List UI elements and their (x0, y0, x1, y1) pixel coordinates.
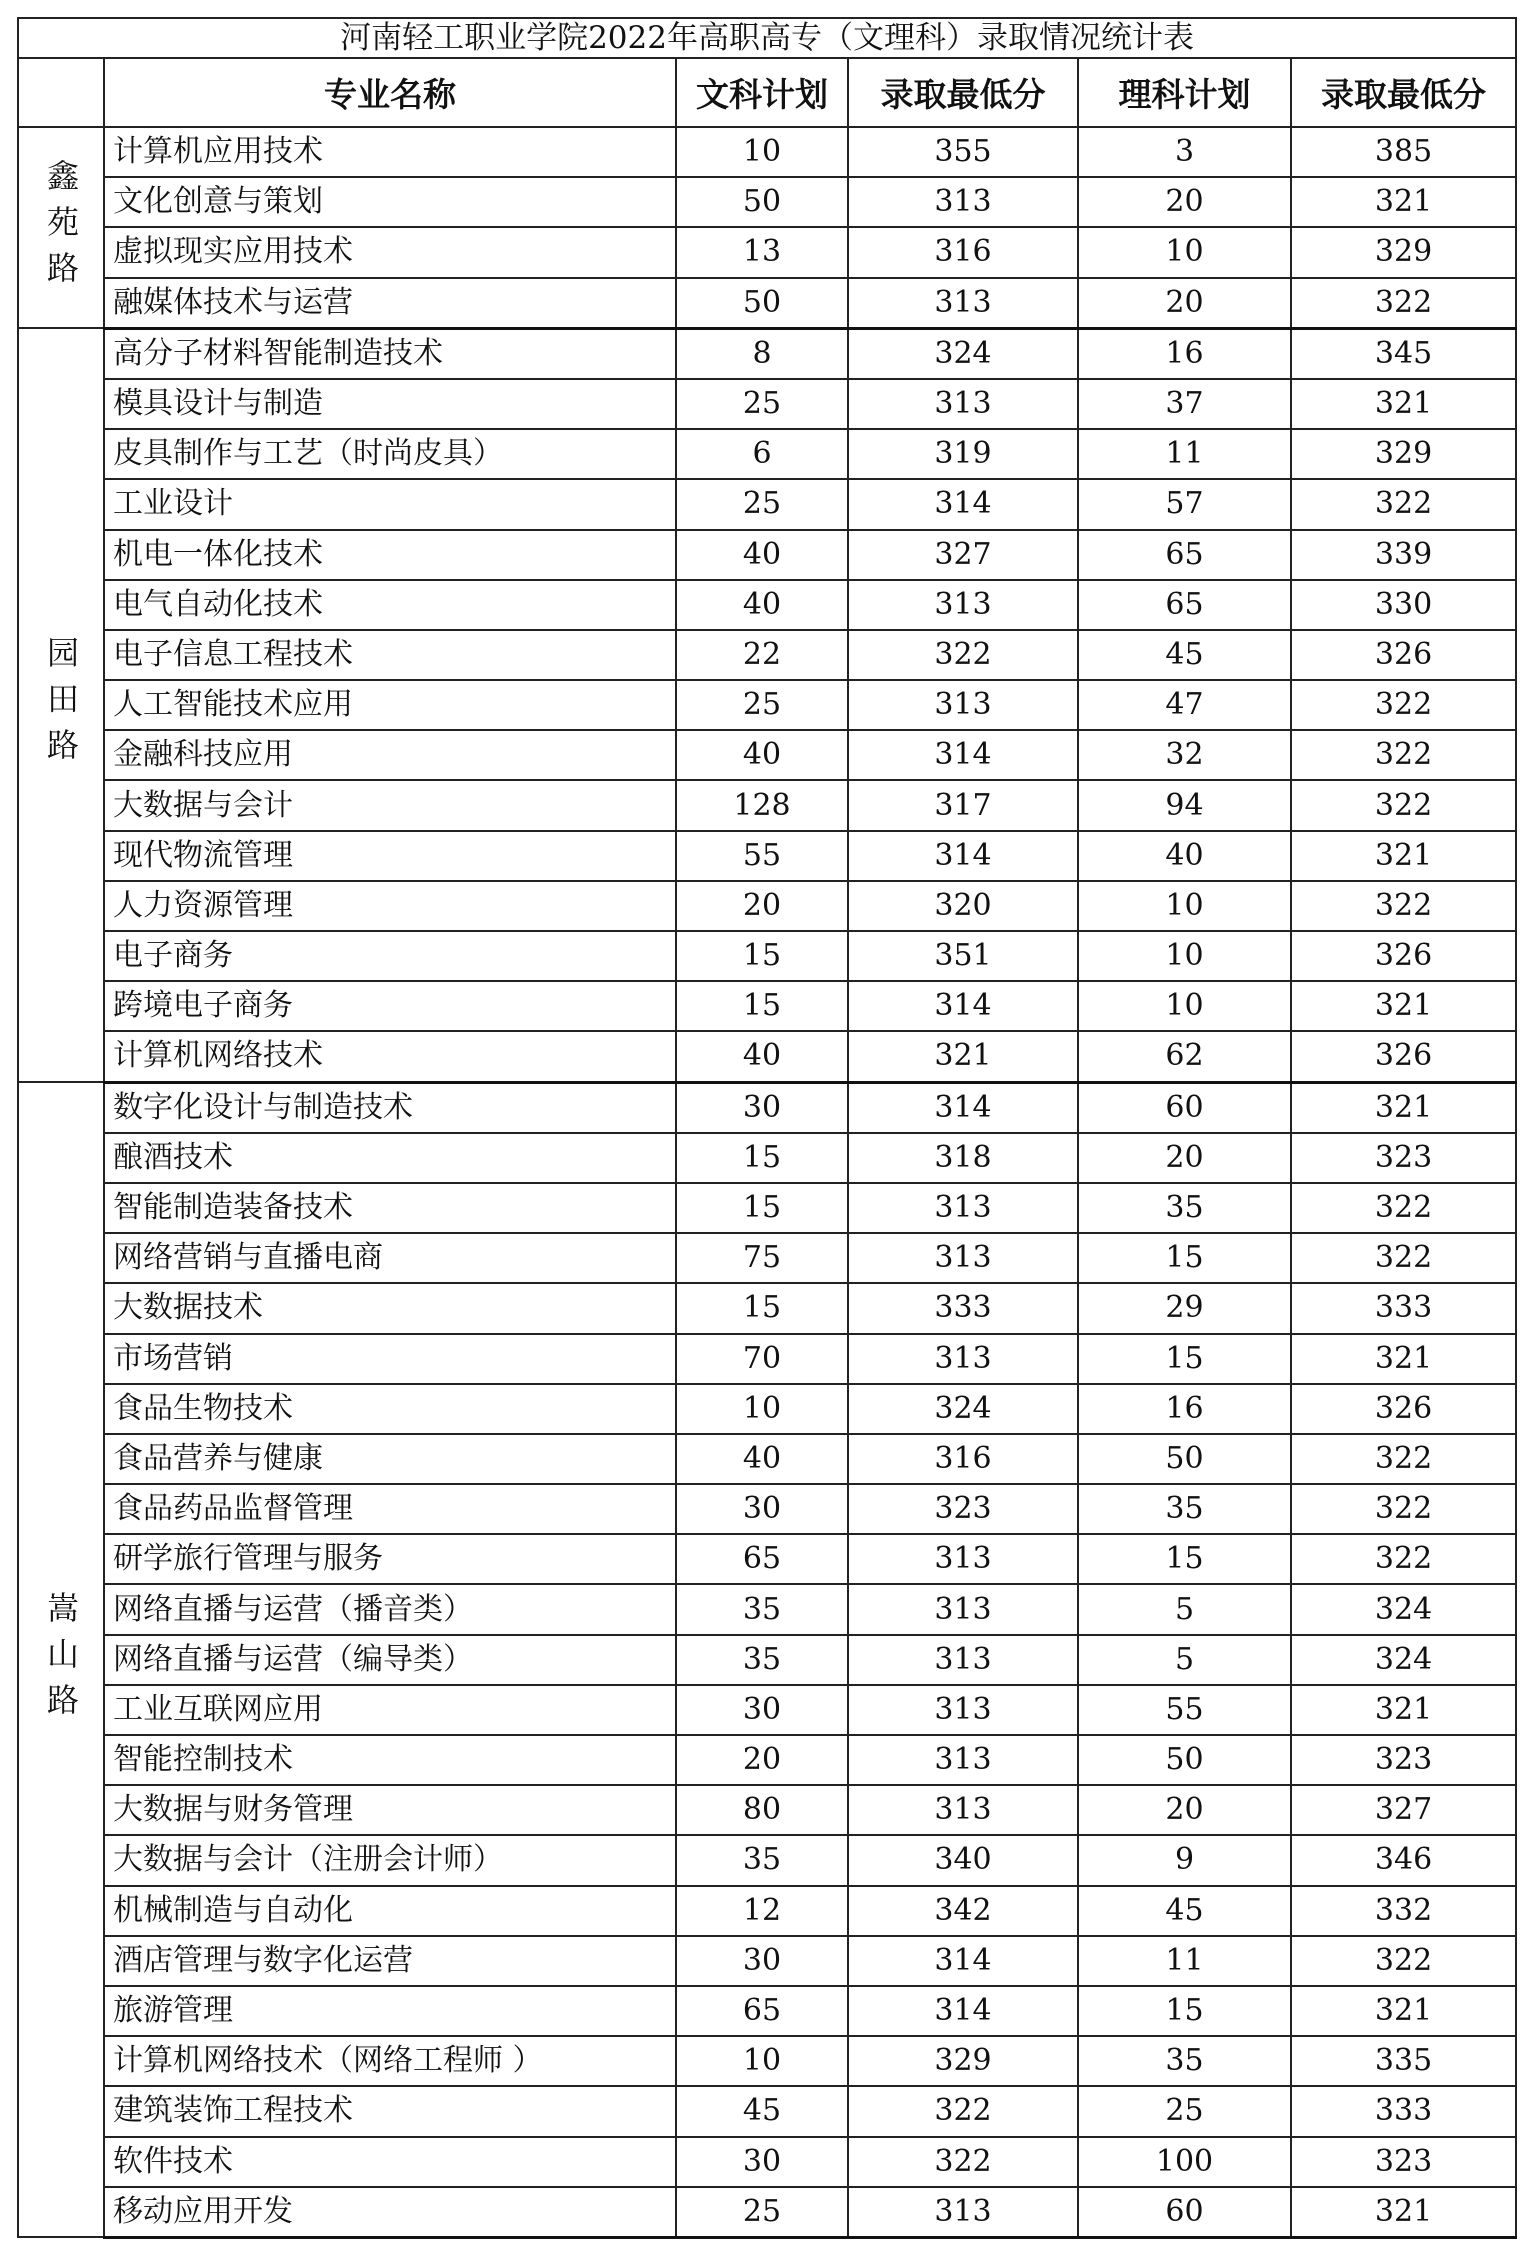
science-plan-cell: 20 (1078, 1785, 1291, 1835)
science-min-score-cell: 322 (1291, 680, 1516, 730)
science-min-score-cell: 385 (1291, 127, 1516, 177)
science-plan-cell: 50 (1078, 1434, 1291, 1484)
major-name-cell: 大数据与会计 (104, 780, 676, 830)
table-row (18, 1584, 1516, 1634)
arts-plan-cell: 40 (676, 1031, 848, 1082)
science-plan-cell: 10 (1078, 931, 1291, 981)
major-name-cell: 计算机网络技术（网络工程师 ） (104, 2036, 676, 2086)
science-min-score-cell: 333 (1291, 2086, 1516, 2136)
campus-cell (18, 1082, 104, 2237)
science-min-score-cell: 335 (1291, 2036, 1516, 2086)
arts-min-score-cell: 313 (848, 278, 1078, 329)
arts-plan-cell: 13 (676, 227, 848, 277)
science-min-score-cell: 326 (1291, 1031, 1516, 1082)
table-row (18, 1936, 1516, 1986)
major-name-cell: 机电一体化技术 (104, 530, 676, 580)
table-row (18, 127, 1516, 177)
major-name-cell: 跨境电子商务 (104, 981, 676, 1031)
arts-plan-cell: 20 (676, 1735, 848, 1785)
science-min-score-cell: 322 (1291, 278, 1516, 329)
table-row (18, 2086, 1516, 2136)
science-plan-cell: 16 (1078, 328, 1291, 379)
header-row (18, 58, 1516, 127)
science-plan-cell: 15 (1078, 1534, 1291, 1584)
major-name-cell: 研学旅行管理与服务 (104, 1534, 676, 1584)
arts-plan-cell: 15 (676, 1183, 848, 1233)
science-min-score-cell: 332 (1291, 1886, 1516, 1936)
campus-label: 嵩山路 (42, 1590, 80, 1729)
table-row (18, 1785, 1516, 1835)
campus-cell (18, 328, 104, 1082)
arts-plan-cell: 10 (676, 1384, 848, 1434)
major-name-cell: 电气自动化技术 (104, 580, 676, 630)
major-name-cell: 食品生物技术 (104, 1384, 676, 1434)
arts-min-score-cell: 314 (848, 831, 1078, 881)
arts-plan-cell: 35 (676, 1835, 848, 1885)
major-name-cell: 智能控制技术 (104, 1735, 676, 1785)
science-plan-cell: 15 (1078, 1233, 1291, 1283)
science-min-score-cell: 346 (1291, 1835, 1516, 1885)
major-name-cell: 食品药品监督管理 (104, 1484, 676, 1534)
arts-min-score-cell: 313 (848, 2187, 1078, 2238)
science-plan-cell: 5 (1078, 1584, 1291, 1634)
table-row (18, 1384, 1516, 1434)
table-row (18, 379, 1516, 429)
campus-label: 园田路 (42, 636, 80, 775)
arts-min-score-cell: 321 (848, 1031, 1078, 1082)
arts-min-score-cell: 313 (848, 1685, 1078, 1735)
arts-plan-cell: 45 (676, 2086, 848, 2136)
arts-min-score-cell: 314 (848, 1082, 1078, 1133)
arts-plan-cell: 15 (676, 931, 848, 981)
science-min-score-cell: 322 (1291, 780, 1516, 830)
science-plan-cell: 11 (1078, 429, 1291, 479)
arts-min-score-cell: 322 (848, 2086, 1078, 2136)
science-plan-cell: 35 (1078, 1183, 1291, 1233)
arts-plan-cell: 10 (676, 2036, 848, 2086)
arts-plan-cell: 30 (676, 1936, 848, 1986)
arts-plan-cell: 25 (676, 379, 848, 429)
science-min-score-cell: 324 (1291, 1584, 1516, 1634)
arts-plan-cell: 15 (676, 981, 848, 1031)
science-plan-cell: 45 (1078, 630, 1291, 680)
arts-min-score-cell: 317 (848, 780, 1078, 830)
major-name-cell: 虚拟现实应用技术 (104, 227, 676, 277)
arts-plan-cell: 30 (676, 2137, 848, 2187)
science-min-score-cell: 321 (1291, 1082, 1516, 1133)
science-plan-cell: 20 (1078, 278, 1291, 329)
arts-plan-cell: 40 (676, 580, 848, 630)
arts-plan-cell: 25 (676, 479, 848, 529)
major-name-cell: 网络直播与运营（播音类） (104, 1584, 676, 1634)
science-min-score-cell: 323 (1291, 1133, 1516, 1183)
major-name-cell: 模具设计与制造 (104, 379, 676, 429)
arts-min-score-cell: 313 (848, 680, 1078, 730)
major-name-cell: 电子信息工程技术 (104, 630, 676, 680)
science-plan-cell: 55 (1078, 1685, 1291, 1735)
major-name-cell: 计算机应用技术 (104, 127, 676, 177)
table-row (18, 1484, 1516, 1534)
table-row (18, 2137, 1516, 2187)
major-name-cell: 酒店管理与数字化运营 (104, 1936, 676, 1986)
arts-min-score-cell: 313 (848, 1534, 1078, 1584)
table-row (18, 1183, 1516, 1233)
arts-min-score-cell: 329 (848, 2036, 1078, 2086)
major-name-cell: 市场营销 (104, 1334, 676, 1384)
major-name-cell: 机械制造与自动化 (104, 1886, 676, 1936)
arts-plan-cell: 75 (676, 1233, 848, 1283)
arts-min-score-cell: 351 (848, 931, 1078, 981)
science-plan-cell: 20 (1078, 177, 1291, 227)
science-min-score-cell: 326 (1291, 630, 1516, 680)
science-min-score-cell: 321 (1291, 379, 1516, 429)
table-row (18, 2187, 1516, 2238)
science-plan-cell: 47 (1078, 680, 1291, 730)
science-min-score-cell: 333 (1291, 1283, 1516, 1333)
arts-min-score-cell: 322 (848, 630, 1078, 680)
science-min-score-cell: 345 (1291, 328, 1516, 379)
science-plan-cell: 60 (1078, 2187, 1291, 2238)
campus-cell (18, 127, 104, 328)
arts-min-score-cell: 323 (848, 1484, 1078, 1534)
arts-plan-cell: 6 (676, 429, 848, 479)
science-plan-cell: 10 (1078, 981, 1291, 1031)
science-min-score-cell: 323 (1291, 2137, 1516, 2187)
table-row (18, 730, 1516, 780)
science-min-score-cell: 321 (1291, 1334, 1516, 1384)
table-row (18, 1031, 1516, 1082)
major-name-cell: 皮具制作与工艺（时尚皮具） (104, 429, 676, 479)
arts-min-score-cell: 313 (848, 1334, 1078, 1384)
science-min-score-cell: 322 (1291, 1434, 1516, 1484)
arts-min-score-cell: 313 (848, 1183, 1078, 1233)
arts-plan-cell: 128 (676, 780, 848, 830)
science-min-score-cell: 326 (1291, 1384, 1516, 1434)
arts-plan-cell: 15 (676, 1283, 848, 1333)
title-row (18, 18, 1516, 58)
arts-plan-cell: 55 (676, 831, 848, 881)
major-name-cell: 软件技术 (104, 2137, 676, 2187)
table-row (18, 881, 1516, 931)
arts-plan-cell: 22 (676, 630, 848, 680)
table-row (18, 1434, 1516, 1484)
science-plan-cell: 50 (1078, 1735, 1291, 1785)
science-plan-cell: 16 (1078, 1384, 1291, 1434)
science-plan-cell: 94 (1078, 780, 1291, 830)
science-min-score-cell: 329 (1291, 429, 1516, 479)
science-min-score-cell: 321 (1291, 1685, 1516, 1735)
major-name-cell: 金融科技应用 (104, 730, 676, 780)
science-plan-cell: 10 (1078, 881, 1291, 931)
admission-table (17, 17, 1517, 2239)
header-arts-min-score: 录取最低分 (848, 58, 1078, 127)
table-row (18, 1334, 1516, 1384)
table-row (18, 1233, 1516, 1283)
science-min-score-cell: 321 (1291, 831, 1516, 881)
major-name-cell: 大数据与财务管理 (104, 1785, 676, 1835)
science-plan-cell: 65 (1078, 580, 1291, 630)
science-plan-cell: 10 (1078, 227, 1291, 277)
table-row (18, 1283, 1516, 1333)
table-row (18, 780, 1516, 830)
science-min-score-cell: 322 (1291, 479, 1516, 529)
science-min-score-cell: 324 (1291, 1635, 1516, 1685)
arts-min-score-cell: 313 (848, 1233, 1078, 1283)
major-name-cell: 工业互联网应用 (104, 1685, 676, 1735)
arts-plan-cell: 15 (676, 1133, 848, 1183)
arts-min-score-cell: 316 (848, 1434, 1078, 1484)
table-row (18, 680, 1516, 730)
science-plan-cell: 60 (1078, 1082, 1291, 1133)
table-row (18, 1986, 1516, 2036)
arts-plan-cell: 40 (676, 730, 848, 780)
science-min-score-cell: 327 (1291, 1785, 1516, 1835)
science-plan-cell: 57 (1078, 479, 1291, 529)
arts-plan-cell: 8 (676, 328, 848, 379)
arts-min-score-cell: 319 (848, 429, 1078, 479)
science-min-score-cell: 326 (1291, 931, 1516, 981)
arts-plan-cell: 30 (676, 1082, 848, 1133)
table-row (18, 177, 1516, 227)
arts-min-score-cell: 314 (848, 730, 1078, 780)
science-min-score-cell: 330 (1291, 580, 1516, 630)
science-min-score-cell: 329 (1291, 227, 1516, 277)
arts-min-score-cell: 313 (848, 1735, 1078, 1785)
major-name-cell: 计算机网络技术 (104, 1031, 676, 1082)
science-plan-cell: 9 (1078, 1835, 1291, 1885)
major-name-cell: 酿酒技术 (104, 1133, 676, 1183)
table-row (18, 630, 1516, 680)
science-plan-cell: 35 (1078, 2036, 1291, 2086)
table-row (18, 1685, 1516, 1735)
table-row (18, 227, 1516, 277)
arts-min-score-cell: 322 (848, 2137, 1078, 2187)
major-name-cell: 数字化设计与制造技术 (104, 1082, 676, 1133)
science-plan-cell: 45 (1078, 1886, 1291, 1936)
major-name-cell: 建筑装饰工程技术 (104, 2086, 676, 2136)
science-min-score-cell: 323 (1291, 1735, 1516, 1785)
arts-min-score-cell: 324 (848, 328, 1078, 379)
table-row (18, 479, 1516, 529)
science-min-score-cell: 339 (1291, 530, 1516, 580)
major-name-cell: 文化创意与策划 (104, 177, 676, 227)
science-plan-cell: 35 (1078, 1484, 1291, 1534)
table-row (18, 328, 1516, 379)
major-name-cell: 网络营销与直播电商 (104, 1233, 676, 1283)
arts-min-score-cell: 313 (848, 580, 1078, 630)
table-row (18, 580, 1516, 630)
science-plan-cell: 20 (1078, 1133, 1291, 1183)
major-name-cell: 融媒体技术与运营 (104, 278, 676, 329)
major-name-cell: 大数据与会计（注册会计师） (104, 1835, 676, 1885)
table-row (18, 278, 1516, 329)
header-major: 专业名称 (104, 58, 676, 127)
arts-plan-cell: 50 (676, 177, 848, 227)
major-name-cell: 网络直播与运营（编导类） (104, 1635, 676, 1685)
arts-plan-cell: 40 (676, 530, 848, 580)
major-name-cell: 智能制造装备技术 (104, 1183, 676, 1233)
table-row (18, 831, 1516, 881)
table-title: 河南轻工职业学院2022年高职高专（文理科）录取情况统计表 (18, 18, 1516, 58)
header-arts-plan: 文科计划 (676, 58, 848, 127)
arts-min-score-cell: 333 (848, 1283, 1078, 1333)
science-plan-cell: 25 (1078, 2086, 1291, 2136)
arts-plan-cell: 30 (676, 1484, 848, 1534)
science-min-score-cell: 321 (1291, 1986, 1516, 2036)
science-min-score-cell: 321 (1291, 2187, 1516, 2238)
major-name-cell: 移动应用开发 (104, 2187, 676, 2238)
arts-plan-cell: 40 (676, 1434, 848, 1484)
table-row (18, 1886, 1516, 1936)
arts-min-score-cell: 313 (848, 1584, 1078, 1634)
table-row (18, 1082, 1516, 1133)
arts-plan-cell: 65 (676, 1986, 848, 2036)
arts-plan-cell: 35 (676, 1635, 848, 1685)
science-min-score-cell: 322 (1291, 1183, 1516, 1233)
header-science-min-score: 录取最低分 (1291, 58, 1516, 127)
science-plan-cell: 100 (1078, 2137, 1291, 2187)
science-min-score-cell: 322 (1291, 1534, 1516, 1584)
arts-plan-cell: 25 (676, 680, 848, 730)
arts-min-score-cell: 324 (848, 1384, 1078, 1434)
science-min-score-cell: 321 (1291, 981, 1516, 1031)
arts-min-score-cell: 313 (848, 1785, 1078, 1835)
science-plan-cell: 32 (1078, 730, 1291, 780)
major-name-cell: 大数据技术 (104, 1283, 676, 1333)
major-name-cell: 工业设计 (104, 479, 676, 529)
arts-plan-cell: 30 (676, 1685, 848, 1735)
major-name-cell: 现代物流管理 (104, 831, 676, 881)
science-min-score-cell: 322 (1291, 730, 1516, 780)
science-min-score-cell: 322 (1291, 1936, 1516, 1986)
science-plan-cell: 15 (1078, 1986, 1291, 2036)
science-min-score-cell: 322 (1291, 881, 1516, 931)
arts-min-score-cell: 313 (848, 1635, 1078, 1685)
arts-min-score-cell: 327 (848, 530, 1078, 580)
table-row (18, 1835, 1516, 1885)
arts-plan-cell: 70 (676, 1334, 848, 1384)
arts-plan-cell: 10 (676, 127, 848, 177)
science-min-score-cell: 322 (1291, 1484, 1516, 1534)
science-plan-cell: 3 (1078, 127, 1291, 177)
arts-plan-cell: 80 (676, 1785, 848, 1835)
science-plan-cell: 11 (1078, 1936, 1291, 1986)
arts-min-score-cell: 314 (848, 981, 1078, 1031)
science-plan-cell: 37 (1078, 379, 1291, 429)
arts-min-score-cell: 313 (848, 177, 1078, 227)
table-row (18, 1735, 1516, 1785)
arts-min-score-cell: 342 (848, 1886, 1078, 1936)
arts-plan-cell: 65 (676, 1534, 848, 1584)
arts-min-score-cell: 318 (848, 1133, 1078, 1183)
major-name-cell: 人工智能技术应用 (104, 680, 676, 730)
table-row (18, 2036, 1516, 2086)
arts-plan-cell: 20 (676, 881, 848, 931)
arts-min-score-cell: 314 (848, 479, 1078, 529)
arts-min-score-cell: 340 (848, 1835, 1078, 1885)
table-row (18, 1133, 1516, 1183)
arts-min-score-cell: 316 (848, 227, 1078, 277)
arts-plan-cell: 25 (676, 2187, 848, 2238)
arts-min-score-cell: 355 (848, 127, 1078, 177)
arts-plan-cell: 50 (676, 278, 848, 329)
major-name-cell: 人力资源管理 (104, 881, 676, 931)
table-row (18, 981, 1516, 1031)
header-campus (18, 58, 104, 127)
arts-min-score-cell: 320 (848, 881, 1078, 931)
table-row (18, 931, 1516, 981)
campus-label: 鑫苑路 (42, 158, 80, 297)
arts-min-score-cell: 314 (848, 1986, 1078, 2036)
science-min-score-cell: 321 (1291, 177, 1516, 227)
science-plan-cell: 40 (1078, 831, 1291, 881)
header-science-plan: 理科计划 (1078, 58, 1291, 127)
science-plan-cell: 5 (1078, 1635, 1291, 1685)
arts-plan-cell: 12 (676, 1886, 848, 1936)
table-row (18, 1635, 1516, 1685)
major-name-cell: 高分子材料智能制造技术 (104, 328, 676, 379)
major-name-cell: 电子商务 (104, 931, 676, 981)
science-plan-cell: 62 (1078, 1031, 1291, 1082)
arts-min-score-cell: 313 (848, 379, 1078, 429)
science-min-score-cell: 322 (1291, 1233, 1516, 1283)
table-row (18, 429, 1516, 479)
science-plan-cell: 29 (1078, 1283, 1291, 1333)
major-name-cell: 食品营养与健康 (104, 1434, 676, 1484)
table-row (18, 530, 1516, 580)
science-plan-cell: 15 (1078, 1334, 1291, 1384)
arts-min-score-cell: 314 (848, 1936, 1078, 1986)
arts-plan-cell: 35 (676, 1584, 848, 1634)
science-plan-cell: 65 (1078, 530, 1291, 580)
major-name-cell: 旅游管理 (104, 1986, 676, 2036)
table-row (18, 1534, 1516, 1584)
